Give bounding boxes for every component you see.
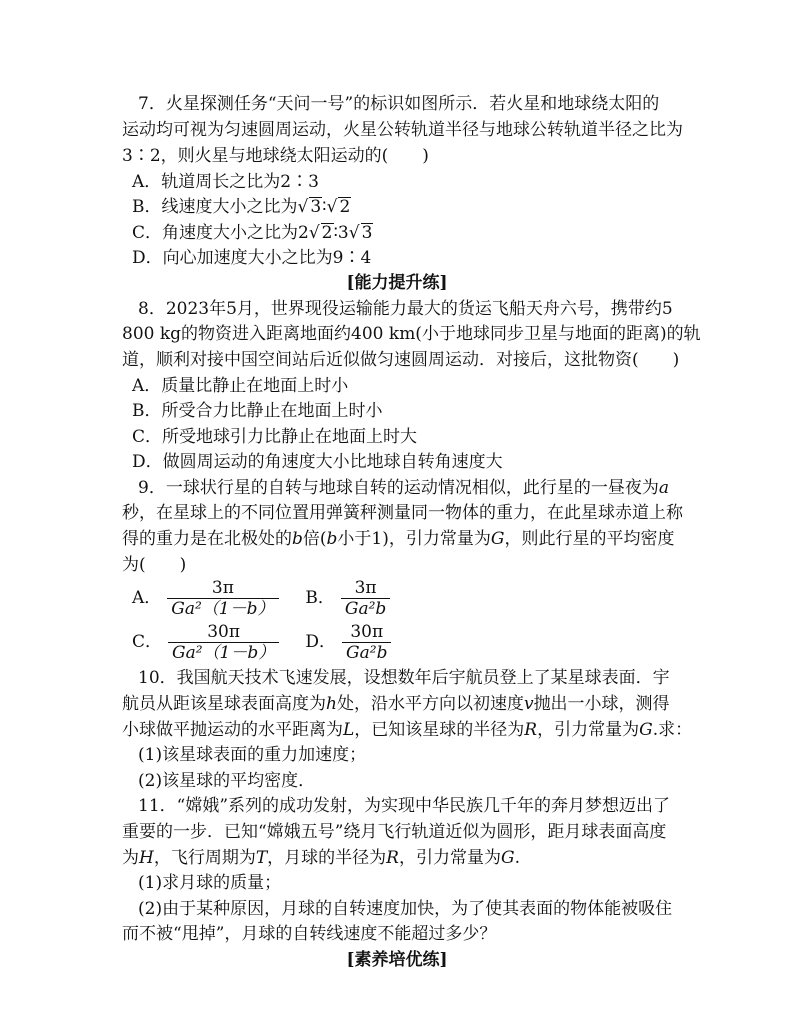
q10-sub1: (1)该星球表面的重力加速度； <box>138 745 367 765</box>
q7-option-c: C．角速度大小之比为2√ 2∶3√ 3 <box>132 223 373 243</box>
q7-line2: 运动均可视为匀速圆周运动，火星公转轨道半径与地球公转轨道半径之比为 <box>122 120 683 140</box>
q8-option-b: B．所受合力比静止在地面上时小 <box>132 401 383 421</box>
q9-line4: 为( ) <box>122 555 187 575</box>
q9-option-c: C． $\frac{30\pi}{\text{Ga²（1－b）}}$ <box>132 622 282 663</box>
q8-option-d: D．做圆周运动的角速度大小比地球自转角速度大 <box>132 452 503 472</box>
fraction: $\frac{3\pi}{\text{Ga²（1－b）}}$ <box>167 578 278 619</box>
q11-line2: 重要的一步．已知“嫦娥五号”绕月飞行轨道近似为圆形，距月球表面高度 <box>122 822 667 842</box>
fraction: $\frac{30\pi}{\text{Ga²（1－b）}}$ <box>168 622 279 663</box>
q8-line1: 8．2023年5月，世界现役运输能力最大的货运飞船天舟六号，携带约5 <box>138 299 673 319</box>
q8-line3: 道，顺利对接中国空间站后近似做匀速圆周运动．对接后，这批物资( ) <box>122 350 680 370</box>
q11-line1: 11．“嫦娥”系列的成功发射，为实现中华民族几千年的奔月梦想迈出了 <box>138 796 671 816</box>
q8-option-c: C．所受地球引力比静止在地面上时大 <box>132 427 418 447</box>
q8-option-a: A．质量比静止在地面上时小 <box>132 376 349 396</box>
q9-line2: 秒，在星球上的不同位置用弹簧秤测量同一物体的重力，在此星球赤道上称 <box>122 503 683 523</box>
q9-option-a: A． $\frac{3\pi}{\text{Ga²（1－b）}}$ <box>132 578 282 619</box>
q9-line1: 9．一球状行星的自转与地球自转的运动情况相似，此行星的一昼夜为a <box>138 478 669 498</box>
fraction: $\frac{3\pi}{\text{Ga²b}}$ <box>341 578 390 619</box>
q11-sub2-line1: (2)由于某种原因，月球的自转速度加快，为了使其表面的物体能被吸住 <box>138 899 673 919</box>
q9-line3: 得的重力是在北极处的b倍(b小于1)，引力常量为G，则此行星的平均密度 <box>122 529 675 549</box>
q7-line3: 3∶2，则火星与地球绕太阳运动的( ) <box>122 146 429 166</box>
q7-option-a: A．轨道周长之比为2∶3 <box>132 172 319 192</box>
section-heading-literacy: [素养培优练] <box>346 950 448 970</box>
q10-line1: 10．我国航天技术飞速发展，设想数年后宇航员登上了某星球表面．宇 <box>138 668 670 688</box>
q9-option-b: B． $\frac{3\pi}{\text{Ga²b}}$ <box>305 578 390 619</box>
q9-options-row1 <box>132 578 702 619</box>
q7-option-d: D．向心加速度大小之比为9∶4 <box>132 248 372 268</box>
fraction: $\frac{30\pi}{\text{Ga²b}}$ <box>342 622 391 663</box>
q9-options-row2 <box>132 622 702 663</box>
q10-sub2: (2)该星球的平均密度． <box>138 771 316 791</box>
q9-option-d: D． $\frac{30\pi}{\text{Ga²b}}$ <box>305 622 391 663</box>
section-heading-ability: [能力提升练] <box>346 273 448 293</box>
q8-line2: 800 kg的物资进入距离地面约400 km(小于地球同步卫星与地面的距离)的轨 <box>122 324 701 344</box>
q11-line3: 为H，飞行周期为T，月球的半径为R，引力常量为G. <box>122 848 520 868</box>
q10-line2: 航员从距该星球表面高度为h处，沿水平方向以初速度v抛出一小球，测得 <box>122 694 670 714</box>
q7-option-b: B．线速度大小之比为√ 3∶√ 2 <box>132 197 351 217</box>
q10-line3: 小球做平抛运动的水平距离为L，已知该星球的半径为R，引力常量为G.求： <box>122 720 693 740</box>
q11-sub1: (1)求月球的质量； <box>138 873 282 893</box>
q11-sub2-line2: 而不被“甩掉”，月球的自转线速度不能超过多少？ <box>122 924 497 944</box>
q7-line1: 7．火星探测任务“天问一号”的标识如图所示．若火星和地球绕太阳的 <box>138 94 660 114</box>
